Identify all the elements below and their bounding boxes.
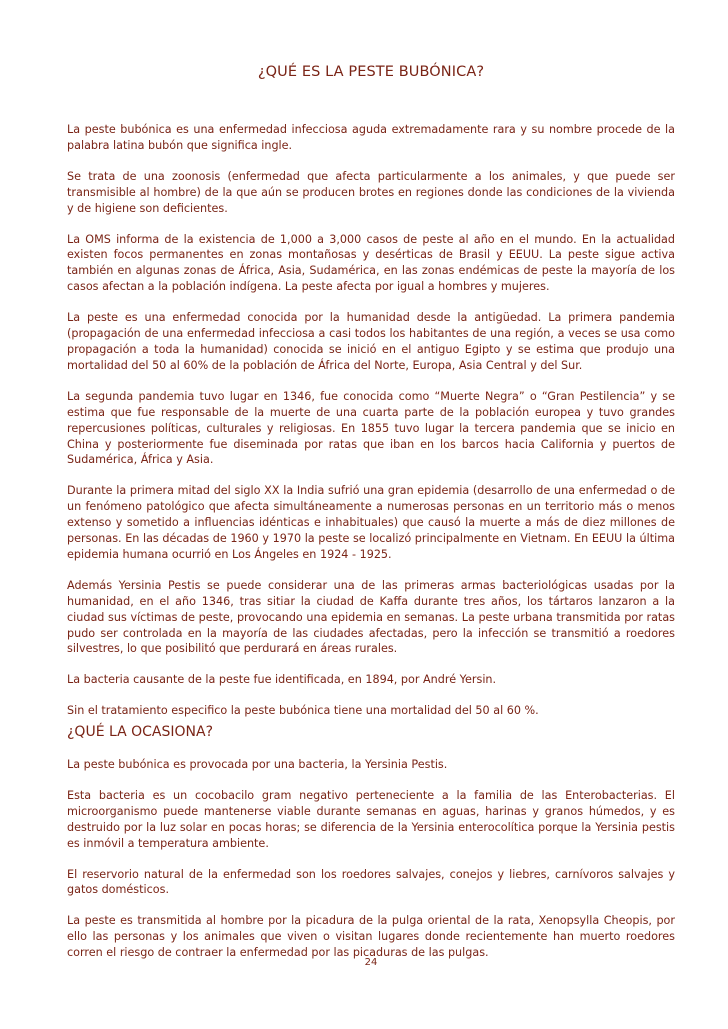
paragraph: La segunda pandemia tuvo lugar en 1346, fue conocida como “Muerte Negra” o “Gran Pestilencia” y se estima que fue responsable de la muerte de una cuarta parte de la población europea y tuvo grandes repercusiones políticas, culturales y religiosas. En 1855 tuvo lugar la tercera pandemia que se inicio en China y posteriormente fue diseminada por ratas que iban en los barcos hacia California y puertos de Sudamérica, África y Asia.: [67, 389, 675, 467]
paragraph: Además Yersinia Pestis se puede considerar una de las primeras armas bacteriológicas usadas por la humanidad, en el año 1346, tras sitiar la ciudad de Kaffa durante tres años, los tártaros lanzaron a la ciudad sus víctimas de peste, provocando una epidemia en semanas. La peste urbana transmitida por ratas pudo ser controlada en la mayoría de las ciudades afectadas, pero la infección se transmitió a roedores silvestres, lo que posibilitó que perdurará en áreas rurales.: [67, 578, 675, 656]
paragraph: La OMS informa de la existencia de 1,000 a 3,000 casos de peste al año en el mundo. En la actualidad existen focos permanentes en zonas montañosas y desérticas de Brasil y EEUU. La peste sigue activa también en algunas zonas de África, Asia, Sudamérica, en las zonas endémicas de peste la mayoría de los casos afectan a la población indígena. La peste afecta por igual a hombres y mujeres.: [67, 232, 675, 294]
section-causes: [67, 723, 675, 976]
paragraph: La peste bubónica es provocada por una bacteria, la Yersinia Pestis.: [67, 758, 448, 771]
paragraph: Esta bacteria es un cocobacilo gram negativo perteneciente a la familia de las Enterobacterias. El microorganismo puede mantenerse viable durante semanas en aguas, harinas y granos húmedos, y es destruido por la luz solar en pocas horas; se diferencia de la Yersinia enterocolítica porque la Yersinia pestis es inmóvil a temperatura ambiente.: [67, 788, 675, 850]
section-heading: ¿QUÉ LA OCASIONA?: [67, 724, 214, 740]
paragraph: Sin el tratamiento especifico la peste bubónica tiene una mortalidad del 50 al 60 %.: [67, 704, 539, 718]
paragraph: Durante la primera mitad del siglo XX la India sufrió una gran epidemia (desarrollo de una enfermedad o de un fenómeno patológico que afecta simultáneamente a numerosas personas en un territorio más o menos extenso y sometido a influencias idénticas e inhabituales) que causó la muerte a más de diez millones de personas. En las décadas de 1960 y 1970 la peste se localizó principalmente en Vietnam. En EEUU la última epidemia humana ocurrió en Los Ángeles en 1924 - 1925.: [67, 484, 675, 561]
paragraph: La peste es transmitida al hombre por la picadura de la pulga oriental de la rata, Xenopsylla Cheopis, por ello las personas y los animales que viven o visitan lugares donde recientemente han muerto roedores corren el riesgo de contraer la enfermedad por las picaduras de las pulgas.: [67, 914, 675, 960]
paragraph: Se trata de una zoonosis (enfermedad que afecta particularmente a los animales, y que puede ser transmisible al hombre) de la que aún se producen brotes en regiones donde las condiciones de la vivienda y de higiene son deficientes.: [67, 169, 675, 215]
document-page: [67, 0, 675, 1029]
paragraph: El reservorio natural de la enfermedad son los roedores salvajes, conejos y liebres, carnívoros salvajes y gatos domésticos.: [67, 867, 675, 897]
section-what-is: [67, 122, 675, 734]
page-title: ¿QUÉ ES LA PESTE BUBÓNICA?: [257, 64, 485, 80]
paragraph: La bacteria causante de la peste fue identificada, en 1894, por André Yersin.: [67, 673, 497, 687]
paragraph: La peste bubónica es una enfermedad infecciosa aguda extremadamente rara y su nombre procede de la palabra latina bubón que significa ingle.: [67, 123, 675, 152]
paragraph: La peste es una enfermedad conocida por la humanidad desde la antigüedad. La primera pandemia (propagación de una enfermedad infecciosa a casi todos los habitantes de una región, a veces se usa como propagación a toda la humanidad) conocida se inició en el antiguo Egipto y se estima que produjo una mortalidad del 50 al 60% de la población de África del Norte, Europa, Asia Central y del Sur.: [67, 311, 675, 372]
page-number: 24: [364, 957, 378, 968]
